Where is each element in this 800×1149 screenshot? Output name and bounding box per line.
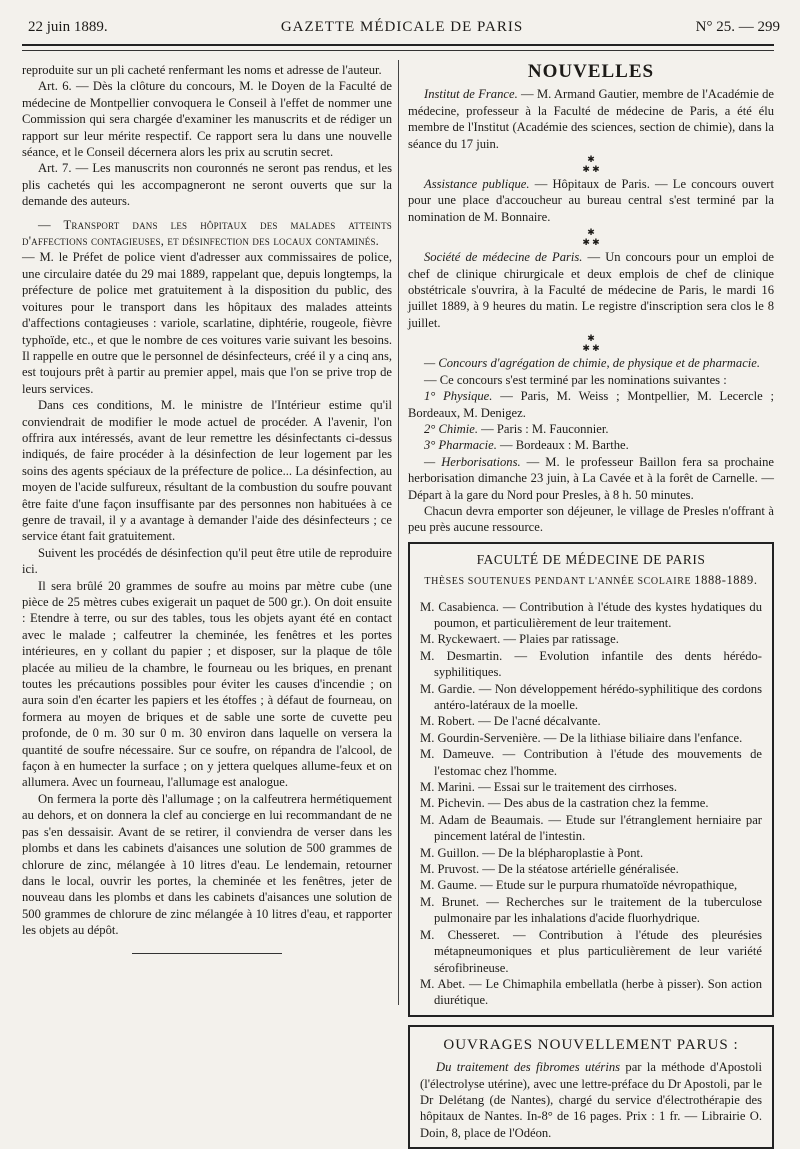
news-societe-text: — Un concours pour un emploi de chef de clinique chirurgicale et deux emplois de chef de clinique obstétricale s'ouvrira, à la Faculté de médecine de Paris, le mardi 16 juillet 1889, à 9 heures du matin. Le registre d'inscription sera clos le 8 juillet. (408, 250, 775, 330)
news-assistance (408, 176, 774, 225)
news-dejeuner: Chacun devra emporter son déjeuner, le village de Presles n'offrant à peu près aucune ressource. (408, 503, 774, 535)
transport-heading: — Transport dans les hôpitaux des malades atteints d'affections contagieuses, et désinfection des locaux contaminés. (22, 217, 392, 249)
faculte-subtitle: THÈSES SOUTENUES PENDANT L'ANNÉE SCOLAIRE 1888-1889. (424, 573, 758, 588)
thesis-entry: M. Gardie. — Non développement hérédo-syphilitique des cordons antéro-latéraux de la moelle. (420, 681, 762, 712)
paragraph-conditions: Dans ces conditions, M. le ministre de l'Intérieur estime qu'il conviendrait de modifier le mode actuel de procéder. A l'avenir, l'on offrira aux intéressés, avant de leur remettre les désinfectants ci-dessus indiqués, de faire procéder à la désinfection de leur logement par les soins des agents spéciaux de la préfecture de police... La désinfection, au moyen de l'acide sulfureux, résultant de la combustion du soufre pouvant être faite d'une façon insuffisante par des personnes non habituées à ce genre de travail, il y a avantage à demander l'aide des désinfecteurs ; ce service étant fait gratuitement. (22, 398, 392, 544)
news-societe-label: Société de médecine de Paris. (424, 250, 583, 265)
asterism-separator: ✱ ✱ ✱ (582, 154, 600, 175)
thesis-entry: M. Adam de Beaumais. — Etude sur l'étranglement herniaire par pincement latéral de l'intestin. (420, 812, 762, 844)
running-head (22, 16, 782, 40)
ouvrages-entry (420, 1059, 762, 1141)
journal-title: GAZETTE MÉDICALE DE PARIS (280, 19, 524, 35)
thesis-entry: M. Desmartin. — Evolution infantile des dents hérédo-syphilitiques. (420, 648, 762, 680)
asterism-separator: ✱ ✱ ✱ (582, 333, 600, 354)
right-column (408, 62, 774, 1149)
news-institut (408, 86, 774, 152)
ouvrages-book-title: Du traitement des fibromes utérins (436, 1060, 621, 1075)
nouvelles-title: NOUVELLES (527, 61, 655, 82)
thesis-entry: M. Brunet. — Recherches sur le traitement de la tuberculose pulmonaire par les inhalations d'acide fluorhydrique. (420, 894, 762, 926)
end-rule (132, 953, 282, 954)
thesis-entry: M. Marini. — Essai sur le traitement des cirrhoses. (420, 780, 678, 795)
paragraph-continued: reproduite sur un pli cacheté renfermant les noms et adresse de l'auteur. (22, 63, 382, 77)
issue-date: 22 juin 1889. (28, 19, 108, 35)
left-column (22, 62, 392, 954)
header-rule-thick (22, 44, 774, 46)
news-agregation-chimie: 2° Chimie. — Paris : M. Fauconnier. (424, 421, 609, 436)
issue-page-number: N° 25. — 299 (695, 19, 780, 35)
paragraph-soufre: Il sera brûlé 20 grammes de soufre au moins par mètre cube (une pièce de 25 mètres cubes exigerait un paquet de 500 gr.). On doit ensuite : Etendre à terre, ou sur des tables, tous les objets ayant été en contact avec le malade ; calfeutrer la cheminée, les fenêtres et les portes intérieures, en y collant du papier ; et disposer, sur la plaque de tôle placée au milieu de la chambre, le fourneau ou les briques, en prenant toutes les précautions possibles pour éviter les causes d'incendie ; on aura soin d'en écarter les papiers et les étoffes ; à défaut de fourneau, on formera au moyen de briques et de sable une sorte de cuvette peu profonde, de 0 m. 30 sur 0 m. 30 environ dans laquelle on versera la quantité de soufre nécessaire. Sur ce soufre, on répandra de l'alcool, de façon à en humecter la surface ; on y jettera quelques allume-feux et on allumera. Avec un fourneau, l'allumage est analogue. (22, 578, 392, 790)
paragraph-fermeture: On fermera la porte dès l'allumage ; on la calfeutrera hermétiquement au dehors, et on donnera la clef au concierge en lui recommandant de ne pas s'en dessaisir. Avant de se retirer, il conviendra de verser dans les plombs et dans les cabinets d'aisances une solution de 500 grammes de chlorure de zinc, mélangée à 10 litres d'eau. Le lendemain, retourner dans le local, ouvrir les portes, la cheminée et les fenêtres, jeter de nouveau dans les plombs et dans les cabinets d'aisances une solution de 500 grammes de chlorure de zinc mélangée à 10 litres d'eau, et rapporter les objets au dépôt. (22, 791, 392, 938)
asterism-separator: ✱ ✱ ✱ (582, 227, 600, 248)
paragraph-art-6: Art. 6. — Dès la clôture du concours, M. le Doyen de la Faculté de médecine de Montpellier convoquera le Conseil à l'effet de nommer une Commission qui sera chargée d'examiner les manuscrits et de rédiger un rapport sur leur mérite respectif. Ce rapport sera lu dans une nouvelle séance, et le Conseil décernera alors les prix au scrutin secret. (22, 79, 392, 160)
thesis-entry: M. Dameuve. — Contribution à l'étude des mouvements de l'estomac chez l'homme. (420, 747, 762, 778)
news-institut-text: — M. Armand Gautier, membre de l'Académie de médecine, professeur à la Faculté de médecine de Paris, a été élu membre de l'Institut (Académie des sciences, section de chimie), dans la séance du 17 juin. (408, 87, 774, 151)
news-agregation-text: — Ce concours s'est terminé par les nominations suivantes : (424, 372, 727, 387)
news-institut-label: Institut de France. (424, 87, 518, 102)
thesis-entry: M. Pichevin. — Des abus de la castration chez la femme. (420, 796, 709, 811)
thesis-entry: M. Abet. — Le Chimaphila embellatla (herbe à pisser). Son action diurétique. (420, 976, 762, 1008)
news-assistance-text: — Hôpitaux de Paris. — Le concours ouvert pour une place d'accoucheur au bureau central s'est terminé par la nomination de M. Bonnaire. (408, 177, 774, 224)
news-herborisations: — Herborisations. — M. le professeur Baillon fera sa prochaine herborisation dimanche 23 juin, à La Cavée et à la forêt de Carnelle. — Départ à la gare du Nord pour Presles, à 8 h. 50 minutes. (408, 454, 775, 502)
thesis-entry: M. Guillon. — De la blépharoplastie à Pont. (420, 845, 644, 860)
ouvrages-book-text: par la méthode d'Apostoli (l'électrolyse utérine), avec une lettre-préface du Dr Apostoli, par le Dr Delétang (de Nantes), chargé du service d'électrothérapie des hôpitaux de Nantes. In-8° de 16 pages. Prix : 1 fr. — Librairie O. Doin, 8, place de l'Odéon. (420, 1060, 762, 1140)
news-agregation-heading: — Concours d'agrégation de chimie, de physique et de pharmacie. (424, 356, 761, 371)
thesis-entry: M. Casabienca. — Contribution à l'étude des kystes hydatiques du poumon, et particulièrement de leur traitement. (420, 599, 762, 630)
header-rule-thin (22, 50, 774, 51)
news-societe (408, 249, 774, 331)
paragraph-circulaire: — M. le Préfet de police vient d'adresser aux commissaires de police, une circulaire datée du 29 mai 1889, rappelant que, depuis longtemps, la préfecture de police met gratuitement à la disposition du public, des voitures pour le transport dans les hôpitaux des malades atteints d'affections contagieuses : variole, scarlatine, diphtérie, rougeole, fièvre typhoïde, etc., et que le nombre de ces voitures varie suivant les besoins. Il rappelle en outre que le personnel de désinfecteurs, créé il y a cinq ans, est toujours prêt à partir au premier appel, mais que l'on se prive trop de leurs services. (22, 250, 392, 396)
thesis-list (420, 599, 762, 1009)
column-divider (398, 60, 399, 1005)
news-agregation-pharmacie: 3° Pharmacie. — Bordeaux : M. Barthe. (424, 438, 629, 453)
thesis-entry: M. Robert. — De l'acné décalvante. (420, 714, 601, 729)
faculte-box (408, 542, 774, 1017)
ouvrages-box (408, 1025, 774, 1149)
thesis-entry: M. Chesseret. — Contribution à l'étude des pleurésies métapneumoniques et plus particulièrement de leur variété sérofibrineuse. (420, 927, 762, 975)
thesis-entry: M. Gourdin-Servenière. — De la lithiase biliaire dans l'enfance. (420, 730, 743, 745)
paragraph-art-7: Art. 7. — Les manuscrits non couronnés ne seront pas rendus, et les plis cachetés qui les accompagneront ne seront ouverts que sur la demande des auteurs. (22, 161, 392, 209)
thesis-entry: M. Gaume. — Etude sur le purpura rhumatoïde névropathique, (420, 878, 738, 893)
thesis-entry: M. Pruvost. — De la stéatose artérielle généralisée. (420, 862, 679, 877)
ouvrages-title: OUVRAGES NOUVELLEMENT PARUS : (443, 1036, 739, 1053)
faculte-title: FACULTÉ DE MÉDECINE DE PARIS (476, 551, 706, 567)
news-assistance-label: Assistance publique. (424, 177, 530, 192)
news-agregation-physique: 1° Physique. — Paris, M. Weiss ; Montpellier, M. Lecercle ; Bordeaux, M. Denigez. (408, 389, 774, 420)
thesis-entry: M. Ryckewaert. — Plaies par ratissage. (420, 632, 619, 647)
paragraph-procedes: Suivent les procédés de désinfection qu'il peut être utile de reproduire ici. (22, 545, 392, 577)
